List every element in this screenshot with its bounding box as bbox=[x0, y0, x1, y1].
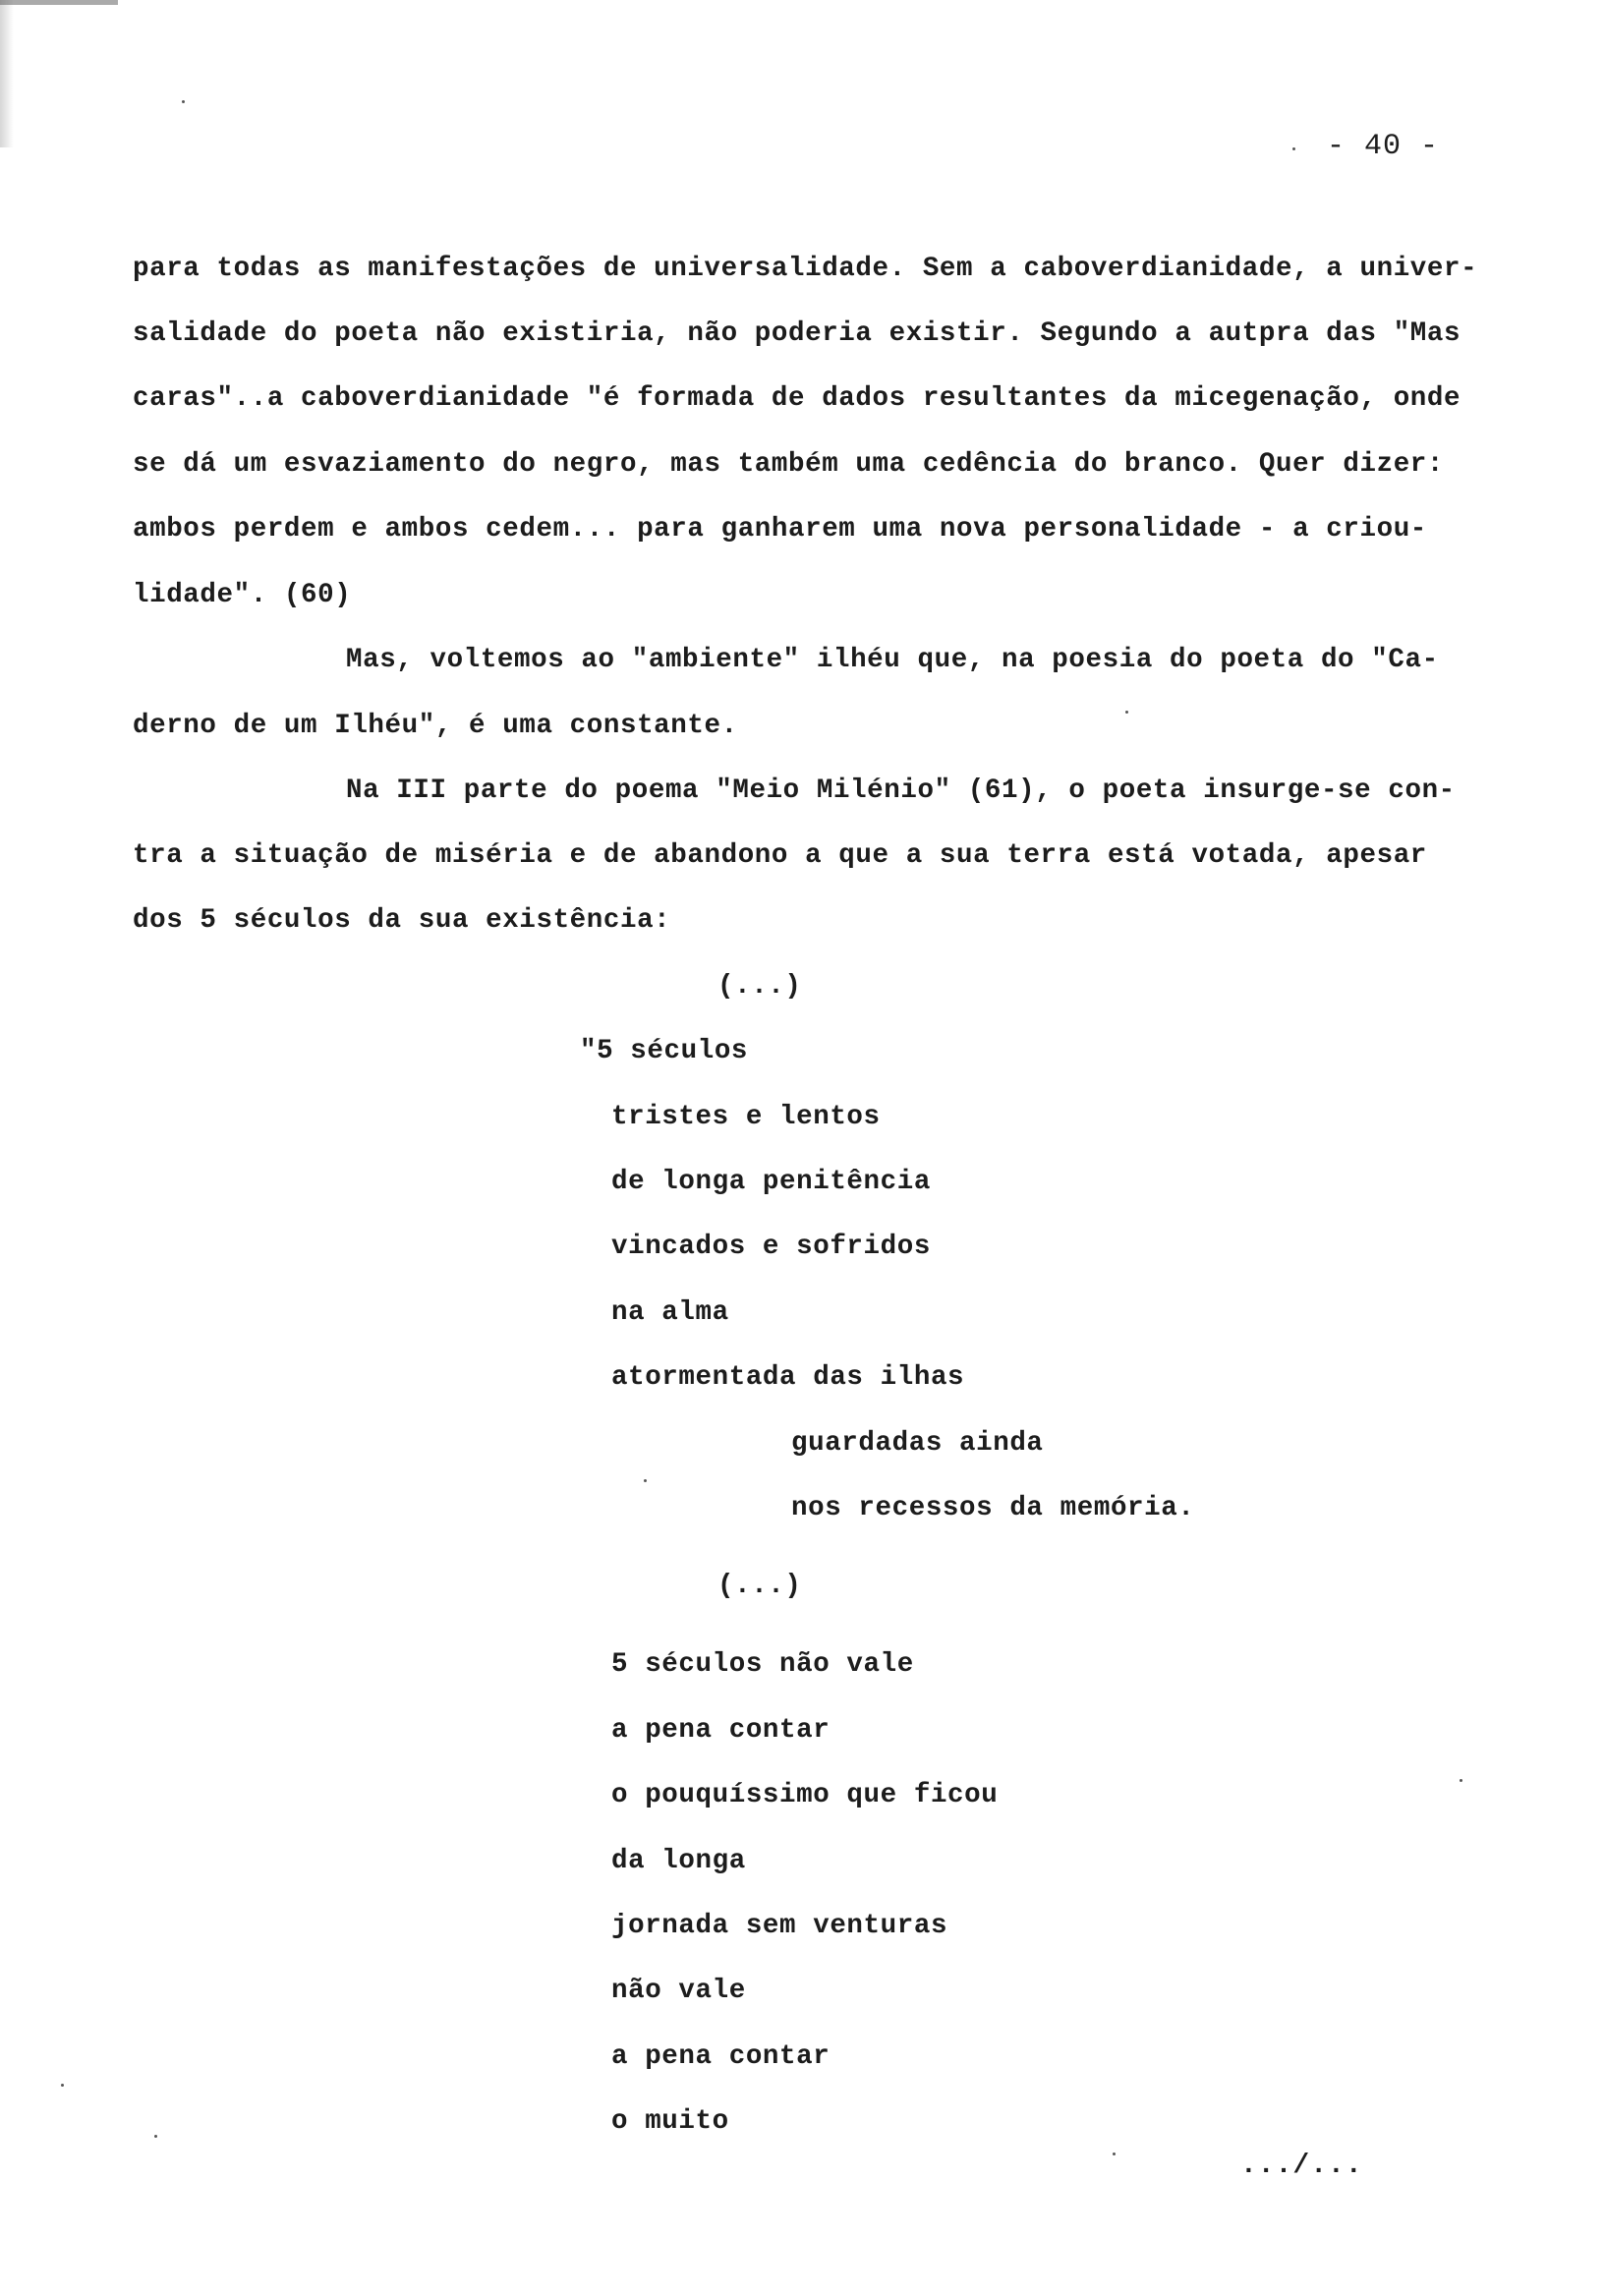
verse-line: vincados e sofridos bbox=[611, 1232, 931, 1262]
body-line: salidade do poeta não existiria, não poderia existir. Segundo a autpra das "Mas bbox=[133, 318, 1461, 349]
body-line: tra a situação de miséria e de abandono a que a sua terra está votada, apesar bbox=[133, 840, 1427, 871]
verse-line: na alma bbox=[611, 1297, 729, 1328]
verse-line: tristes e lentos bbox=[611, 1102, 881, 1132]
verse-line: a pena contar bbox=[611, 1715, 831, 1746]
verse-line: o pouquíssimo que ficou bbox=[611, 1780, 999, 1810]
scan-speck bbox=[644, 1479, 647, 1482]
scan-speck bbox=[1460, 1779, 1462, 1782]
scan-speck bbox=[1125, 711, 1128, 714]
body-line: para todas as manifestações de universalidade. Sem a caboverdianidade, a univer- bbox=[133, 254, 1478, 284]
verse-line: não vale bbox=[611, 1976, 746, 2006]
body-line: ambos perdem e ambos cedem... para ganharem uma nova personalidade - a criou- bbox=[133, 514, 1427, 545]
scan-edge-shadow bbox=[0, 0, 14, 147]
body-line: se dá um esvaziamento do negro, mas também uma cedência do branco. Quer dizer: bbox=[133, 449, 1445, 480]
verse-line: "5 séculos bbox=[580, 1036, 749, 1066]
ellipsis: (...) bbox=[717, 1571, 802, 1601]
body-line: Mas, voltemos ao "ambiente" ilhéu que, na poesia do poeta do "Ca- bbox=[346, 645, 1439, 675]
verse-line: da longa bbox=[611, 1846, 746, 1876]
verse-line: o muito bbox=[611, 2106, 729, 2137]
body-line: derno de um Ilhéu", é uma constante. bbox=[133, 711, 738, 741]
scan-speck bbox=[154, 2135, 157, 2138]
scan-edge-top bbox=[0, 0, 118, 5]
continuation-mark: .../... bbox=[1240, 2151, 1363, 2181]
verse-line: a pena contar bbox=[611, 2041, 831, 2072]
body-line: caras"..a caboverdianidade "é formada de dados resultantes da micegenação, onde bbox=[133, 383, 1461, 414]
body-line: lidade". (60) bbox=[133, 580, 352, 610]
scan-speck bbox=[1113, 2152, 1116, 2155]
verse-line: nos recessos da memória. bbox=[791, 1493, 1195, 1523]
verse-line: de longa penitência bbox=[611, 1167, 931, 1197]
ellipsis: (...) bbox=[717, 971, 802, 1002]
page-number: - 40 - bbox=[1327, 130, 1440, 163]
body-line: Na III parte do poema "Meio Milénio" (61), o poeta insurge-se con- bbox=[346, 775, 1456, 806]
verse-line: jornada sem venturas bbox=[611, 1911, 948, 1941]
verse-line: 5 séculos não vale bbox=[611, 1649, 914, 1680]
verse-line: atormentada das ilhas bbox=[611, 1362, 965, 1393]
scan-speck bbox=[1292, 147, 1295, 150]
body-line: dos 5 séculos da sua existência: bbox=[133, 905, 671, 936]
scan-speck bbox=[182, 100, 185, 103]
scan-speck bbox=[61, 2084, 64, 2087]
verse-line: guardadas ainda bbox=[791, 1428, 1044, 1459]
